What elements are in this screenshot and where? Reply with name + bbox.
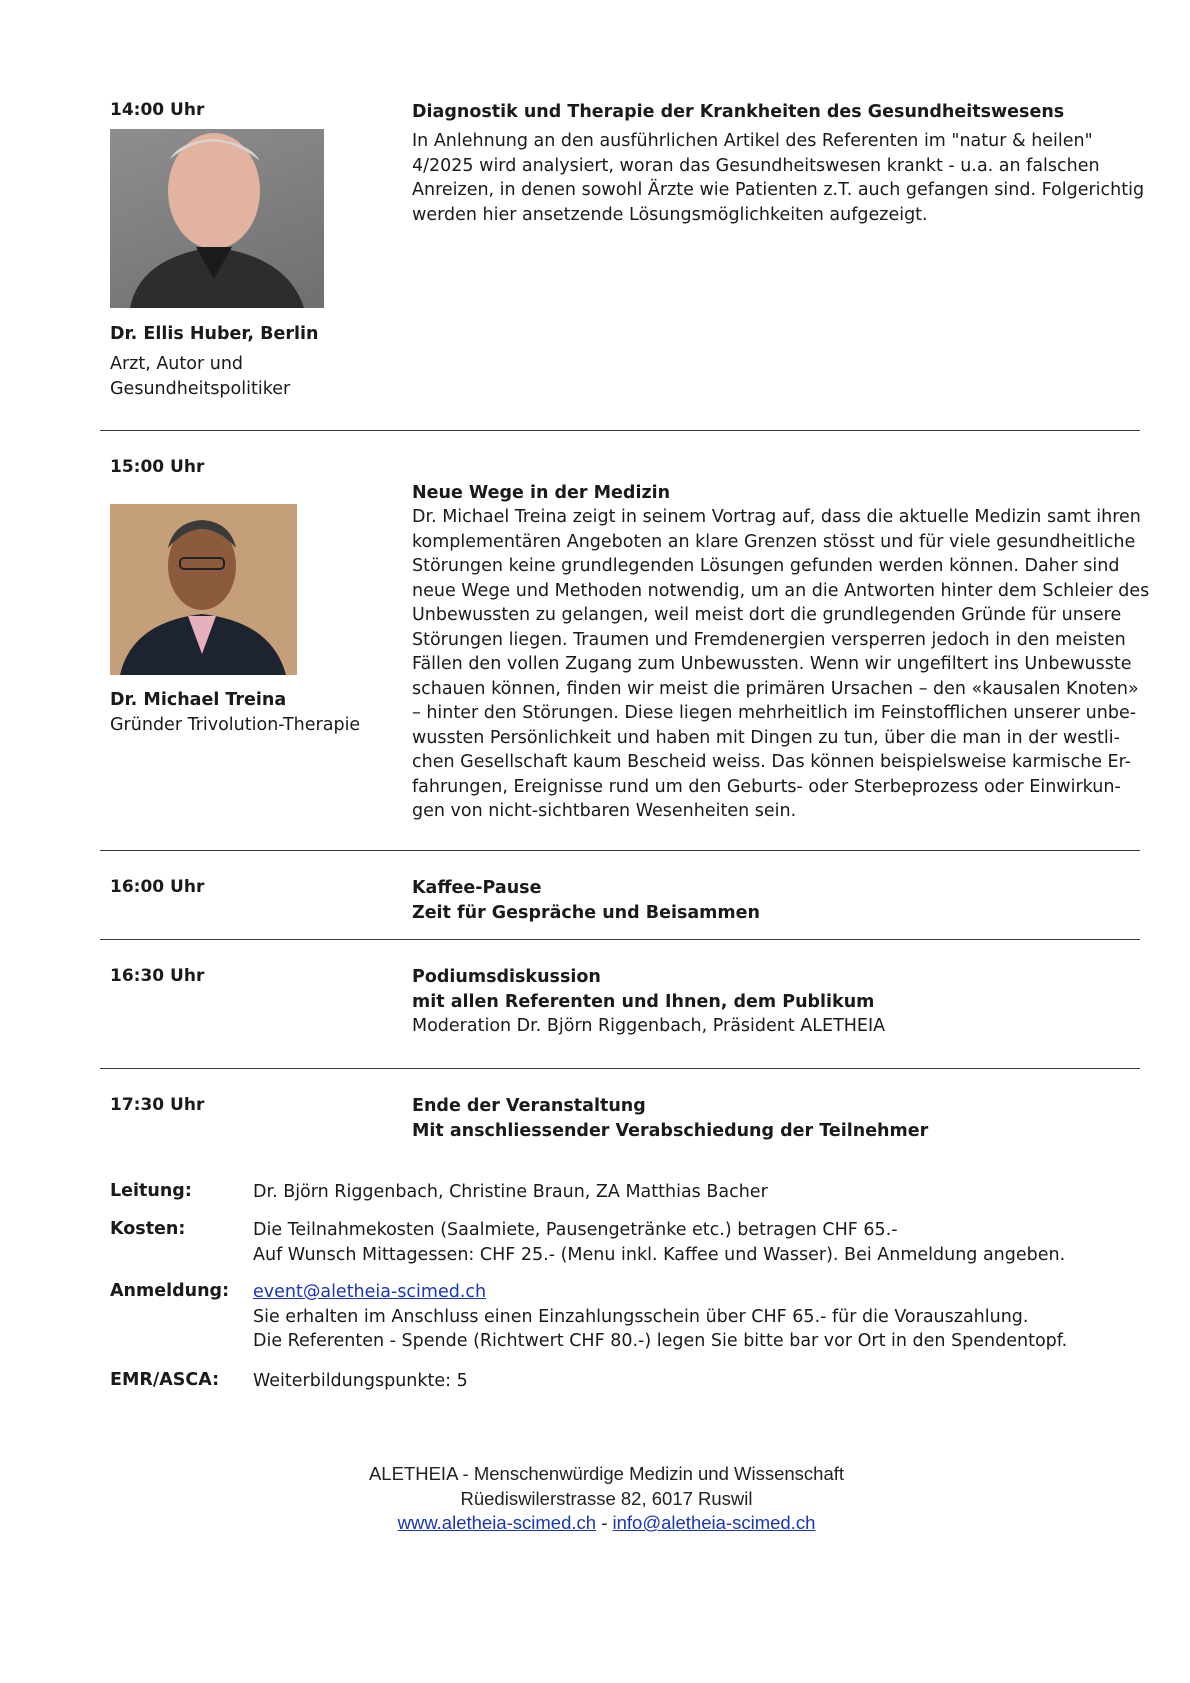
divider bbox=[100, 1068, 1140, 1069]
speaker-name: Dr. Ellis Huber, Berlin bbox=[110, 324, 319, 344]
session-time: 14:00 Uhr bbox=[110, 100, 205, 120]
session-title: Neue Wege in der Medizin bbox=[412, 483, 671, 503]
footer-website-link[interactable]: www.aletheia-scimed.ch bbox=[397, 1512, 597, 1533]
speaker-photo-ellis-huber bbox=[110, 129, 324, 308]
session-description: Dr. Michael Treina zeigt in seinem Vortrag auf, dass die aktuelle Medizin samt ihren komplementären Angeboten an klare Grenzen stösst und für viele gesundheitliche Störungen keine grundlegenden Lösungen gefunden werden können. Daher sind neue Wege und Methoden notwendig, um an die Antworten hinter dem Schleier des Unbewussten zu gelangen, weil meist dort die grundlegenden Gründe für unsere Störungen liegen. Traumen und Fremdenergien versperren jedoch in den meisten Fällen den vollen Zugang zum Unbewussten. Wenn wir ungefiltert ins Unbewusste schauen können, finden wir meist die primären Ursachen – den «kausalen Knoten» – hinter den Störungen. Diese liegen mehrheitlich im Feinstofflichen unserer unbe- wussten Persönlichkeit und haben mit Dingen zu tun, über die man in der westli- chen Gesellschaft kaum Bescheid weiss. Das können beispielsweise karmische Er- fahrungen, Ereignisse rund um den Geburts- oder Sterbeprozess oder Einwirkun- gen von nicht-sichtbaren Wesenheiten sein. bbox=[412, 507, 1150, 821]
footer bbox=[0, 1462, 1190, 1536]
emr-label: EMR/ASCA: bbox=[110, 1370, 220, 1390]
speaker-role: Gründer Trivolution-Therapie bbox=[110, 715, 361, 735]
leitung-label: Leitung: bbox=[110, 1181, 192, 1201]
footer-address: Rüediswilerstrasse 82, 6017 Ruswil bbox=[460, 1487, 753, 1509]
kosten-value: Die Teilnahmekosten (Saalmiete, Pausengetränke etc.) betragen CHF 65.- Auf Wunsch Mittagessen: CHF 25.- (Menu inkl. Kaffee und Wasser). Bei Anmeldung angeben. bbox=[253, 1220, 1066, 1265]
speaker-photo-michael-treina bbox=[110, 504, 297, 675]
session-title: Diagnostik und Therapie der Krankheiten des Gesundheitswesens bbox=[412, 102, 1065, 122]
divider bbox=[100, 939, 1140, 940]
emr-value: Weiterbildungspunkte: 5 bbox=[253, 1371, 468, 1391]
session-time: 16:30 Uhr bbox=[110, 966, 205, 986]
divider bbox=[100, 430, 1140, 431]
session-title: Ende der Veranstaltung Mit anschliessender Verabschiedung der Teilnehmer bbox=[412, 1096, 929, 1141]
anmeldung-label: Anmeldung: bbox=[110, 1281, 230, 1301]
kosten-label: Kosten: bbox=[110, 1219, 186, 1239]
divider bbox=[100, 850, 1140, 851]
speaker-name: Dr. Michael Treina bbox=[110, 690, 287, 710]
session-description: In Anlehnung an den ausführlichen Artikel des Referenten im "natur & heilen" 4/2025 wird analysiert, woran das Gesundheitswesen krankt - u.a. an falschen Anreizen, in denen sowohl Ärzte wie Patienten z.T. auch gefangen sind. Folgerichtig werden hier ansetzende Lösungsmöglichkeiten aufgezeigt. bbox=[412, 131, 1145, 225]
session-title: Podiumsdiskussion mit allen Referenten und Ihnen, dem Publikum bbox=[412, 967, 875, 1012]
moderation-note: Moderation Dr. Björn Riggenbach, Präsident ALETHEIA bbox=[412, 1016, 886, 1036]
speaker-role: Arzt, Autor und Gesundheitspolitiker bbox=[110, 354, 291, 399]
anmeldung-value: event@aletheia-scimed.ch Sie erhalten im Anschluss einen Einzahlungsschein über CHF 65.- für die Vorauszahlung. Die Referenten - Spende (Richtwert CHF 80.-) legen Sie bitte bar vor Ort in den Spendentopf. bbox=[253, 1282, 1068, 1351]
footer-org: ALETHEIA - Menschenwürdige Medizin und Wissenschaft bbox=[368, 1463, 845, 1484]
event-email-link[interactable]: event@aletheia-scimed.ch bbox=[253, 1282, 487, 1302]
session-time: 16:00 Uhr bbox=[110, 877, 205, 897]
session-title: Kaffee-Pause Zeit für Gespräche und Beisammen bbox=[412, 878, 760, 923]
footer-separator: - bbox=[601, 1512, 608, 1533]
footer-email-link[interactable]: info@aletheia-scimed.ch bbox=[612, 1512, 816, 1533]
session-time: 15:00 Uhr bbox=[110, 457, 205, 477]
session-time: 17:30 Uhr bbox=[110, 1095, 205, 1115]
leitung-value: Dr. Björn Riggenbach, Christine Braun, ZA Matthias Bacher bbox=[253, 1182, 768, 1202]
